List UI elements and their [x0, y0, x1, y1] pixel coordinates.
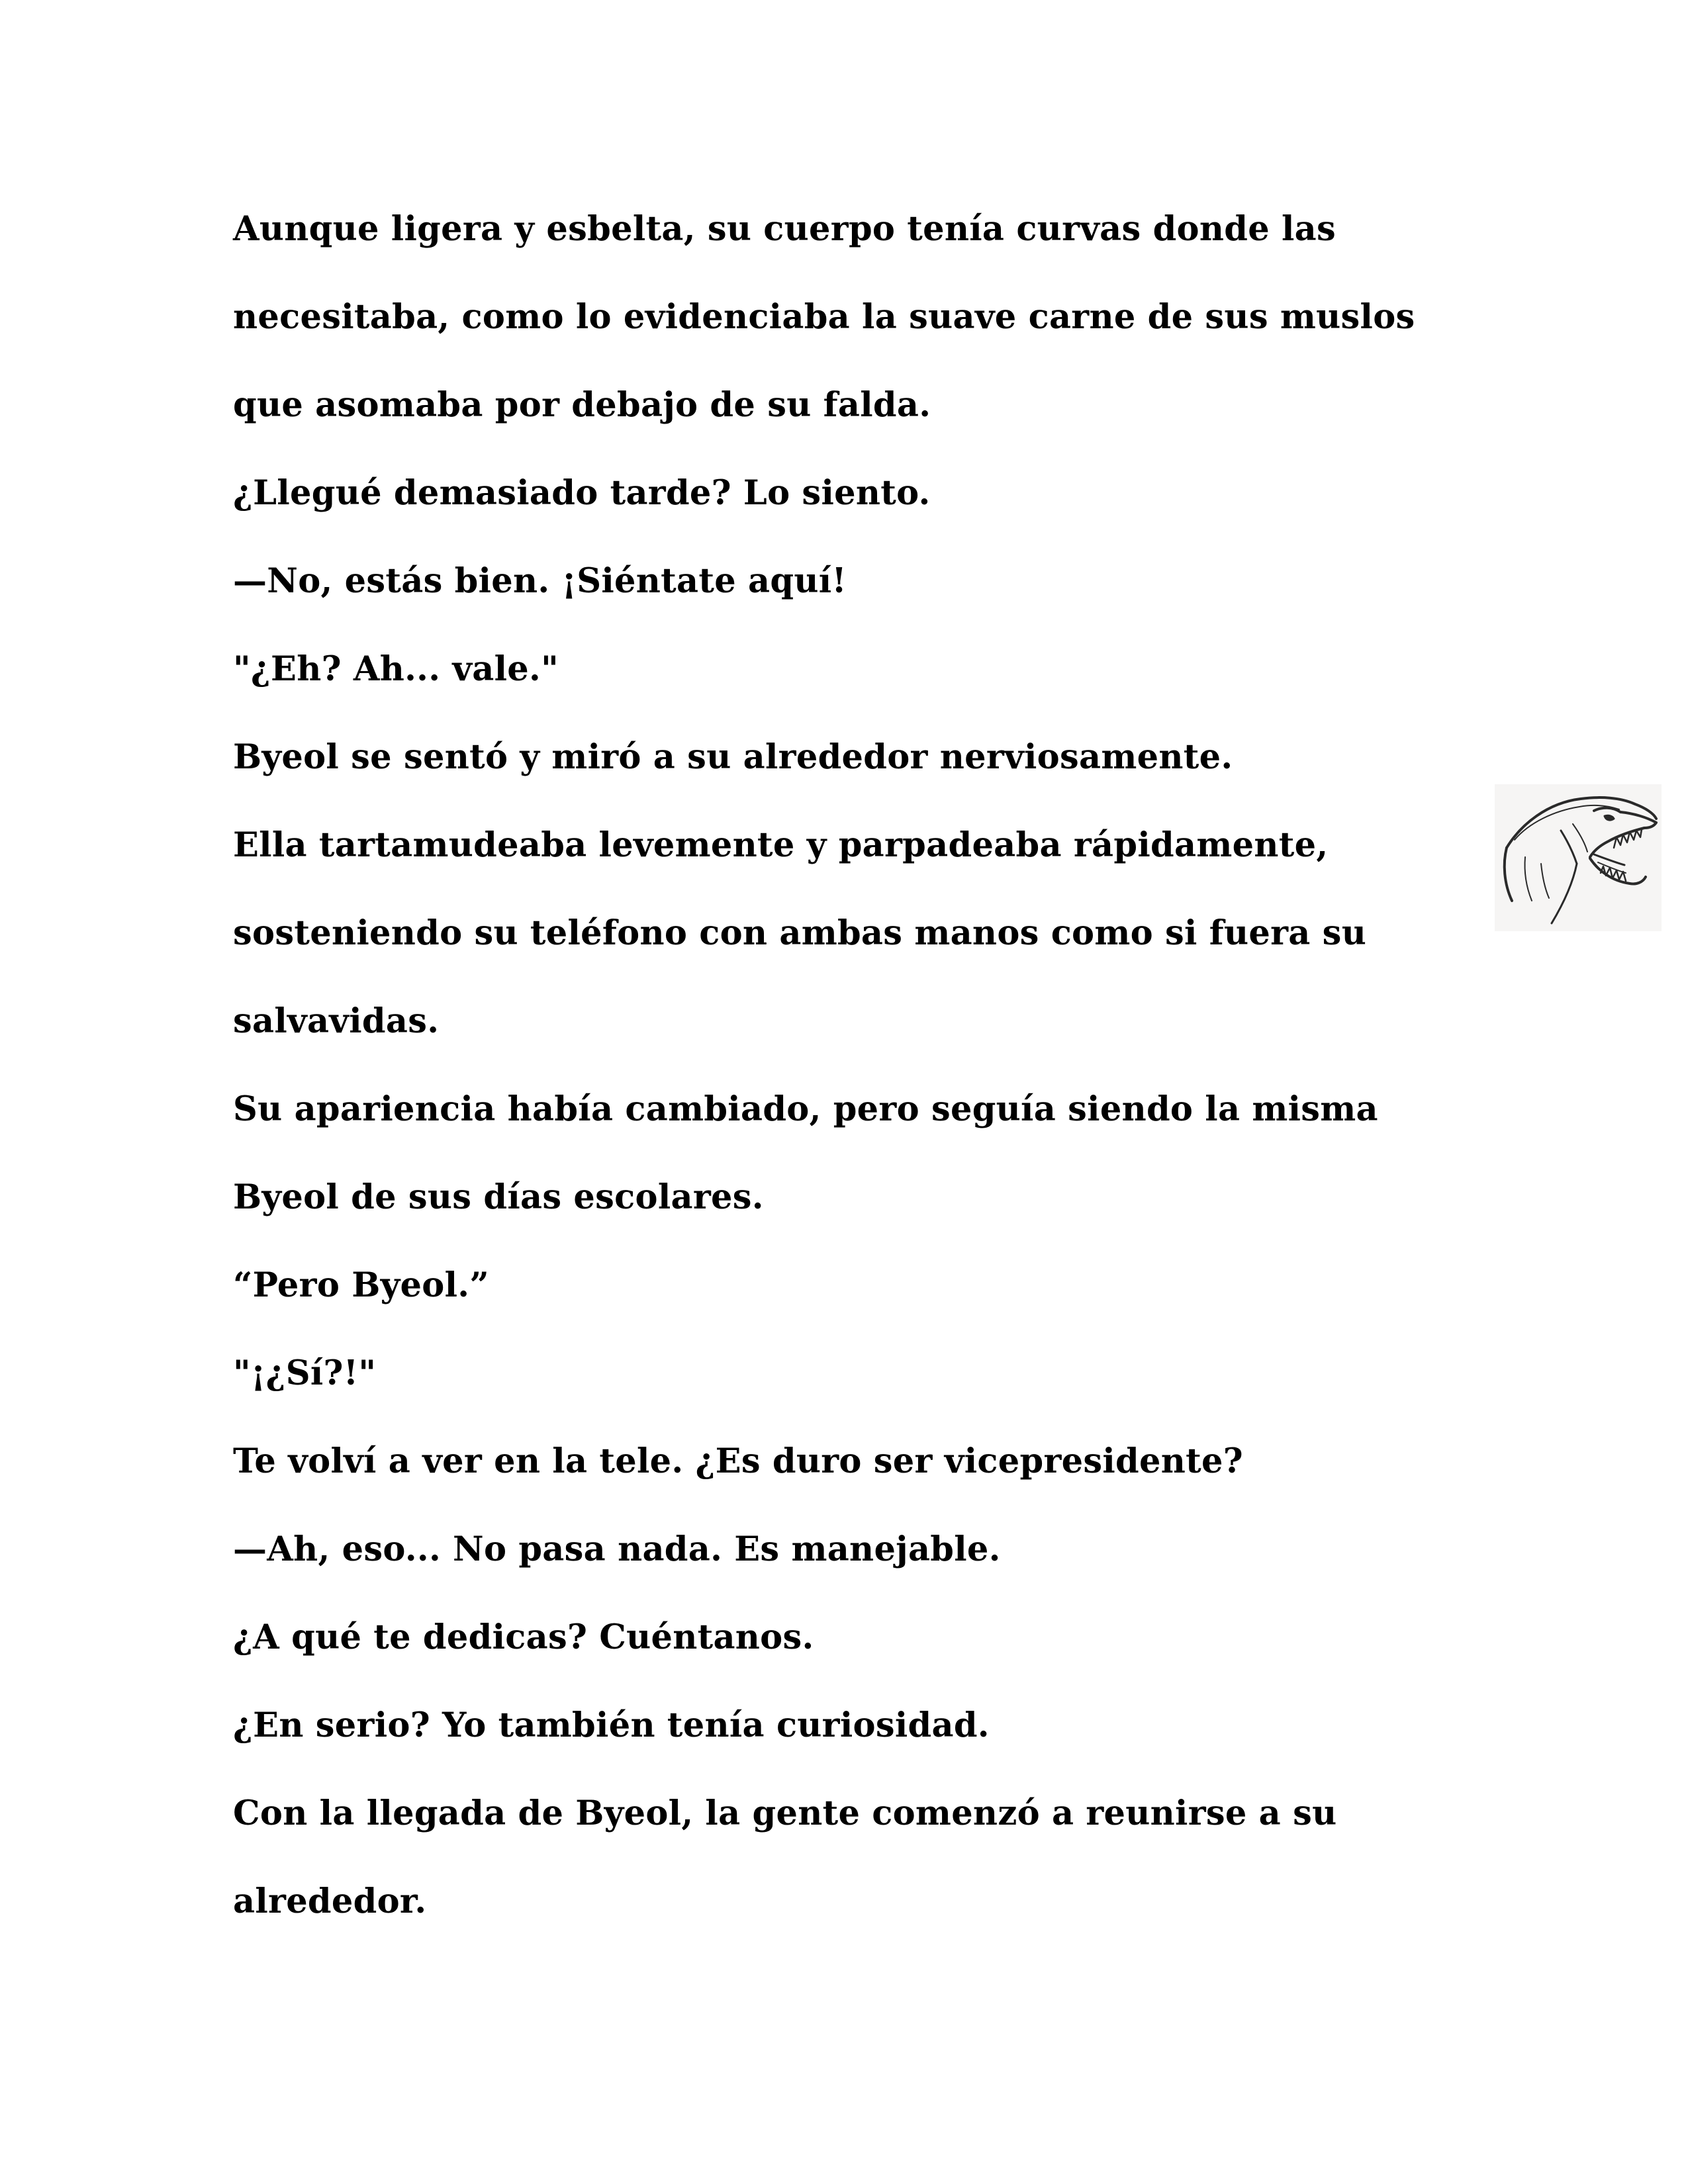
text-line: ¿En serio? Yo también tenía curiosidad.	[233, 1706, 990, 1745]
text-line: "¡¿Sí?!"	[233, 1353, 377, 1393]
text-line: salvavidas.	[233, 1001, 440, 1041]
text-line: "¿Eh? Ah... vale."	[233, 649, 559, 689]
text-line: —No, estás bien. ¡Siéntate aquí!	[233, 561, 847, 601]
text-line: “Pero Byeol.”	[233, 1265, 489, 1305]
text-line: Ella tartamudeaba levemente y parpadeaba rápidamente,	[233, 825, 1329, 865]
dinosaur-head-icon	[1495, 784, 1662, 931]
text-line: ¿Llegué demasiado tarde? Lo siento.	[233, 473, 931, 513]
text-line: que asomaba por debajo de su falda.	[233, 385, 931, 425]
text-line: Con la llegada de Byeol, la gente comenzó a reunirse a su	[233, 1794, 1337, 1833]
text-line: ¿A qué te dedicas? Cuéntanos.	[233, 1617, 814, 1657]
text-line: necesitaba, como lo evidenciaba la suave carne de sus muslos	[233, 297, 1415, 337]
text-line: Byeol de sus días escolares.	[233, 1177, 764, 1217]
text-line: —Ah, eso... No pasa nada. Es manejable.	[233, 1529, 1001, 1569]
body-text	[233, 185, 1477, 1946]
text-line: Byeol se sentó y miró a su alrededor nerviosamente.	[233, 737, 1233, 777]
text-line: Su apariencia había cambiado, pero seguía siendo la misma	[233, 1089, 1378, 1129]
text-line: sosteniendo su teléfono con ambas manos como si fuera su	[233, 913, 1367, 953]
text-line: Te volví a ver en la tele. ¿Es duro ser vicepresidente?	[233, 1441, 1243, 1481]
text-line: Aunque ligera y esbelta, su cuerpo tenía curvas donde las	[233, 209, 1336, 249]
text-line: alrededor.	[233, 1882, 427, 1921]
